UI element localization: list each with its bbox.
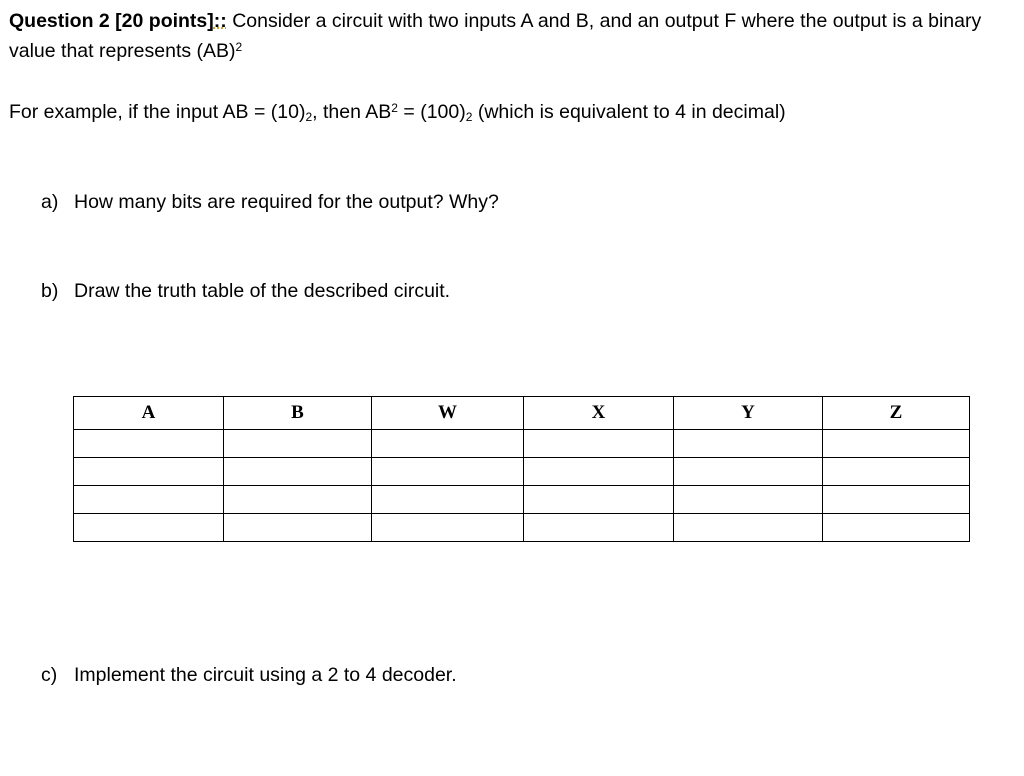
subquestion-text: Draw the truth table of the described circuit. [74, 280, 451, 302]
table-cell[interactable] [74, 486, 224, 514]
example-subscript-1: 2 [305, 110, 313, 124]
subquestion-c [41, 660, 457, 690]
subquestion-text: How many bits are required for the output? Why? [74, 191, 499, 213]
example-text-2: , then AB [312, 101, 392, 123]
table-row [74, 486, 970, 514]
table-cell[interactable] [224, 430, 372, 458]
table-cell[interactable] [674, 514, 823, 542]
table-cell[interactable] [674, 458, 823, 486]
subquestion-b [41, 276, 450, 306]
question-text: Consider a circuit with two inputs A and B, and an output F where the output is a binary value that represents (AB) [9, 10, 982, 62]
subquestion-text: Implement the circuit using a 2 to 4 decoder. [74, 664, 457, 686]
question-heading [9, 6, 1014, 66]
header-cell-w: W [372, 397, 524, 430]
table-row [74, 458, 970, 486]
subquestion-marker: b) [41, 280, 59, 302]
table-cell[interactable] [224, 514, 372, 542]
table-cell[interactable] [823, 458, 970, 486]
table-cell[interactable] [823, 514, 970, 542]
table-cell[interactable] [823, 486, 970, 514]
header-cell-x: X [524, 397, 674, 430]
example-text-4: (which is equivalent to 4 in decimal) [472, 101, 786, 123]
truth-table [73, 396, 970, 542]
table-cell[interactable] [372, 514, 524, 542]
example-superscript: 2 [391, 101, 398, 115]
example-paragraph [9, 97, 786, 127]
table-cell[interactable] [524, 458, 674, 486]
table-row [74, 514, 970, 542]
table-cell[interactable] [674, 486, 823, 514]
header-cell-a: A [74, 397, 224, 430]
question-label: Question 2 [20 points] [9, 10, 214, 32]
example-subscript-2: 2 [465, 110, 473, 124]
header-cell-y: Y [674, 397, 823, 430]
table-cell[interactable] [74, 430, 224, 458]
question-exponent: 2 [235, 40, 243, 54]
table-cell[interactable] [372, 486, 524, 514]
table-cell[interactable] [74, 514, 224, 542]
header-cell-b: B [224, 397, 372, 430]
example-text-3: = (100) [397, 101, 466, 123]
table-header-row [74, 397, 970, 430]
header-cell-z: Z [823, 397, 970, 430]
table-cell[interactable] [524, 486, 674, 514]
question-separator: :: [213, 10, 227, 32]
subquestion-marker: a) [41, 191, 59, 213]
subquestion-a [41, 187, 499, 217]
table-cell[interactable] [524, 430, 674, 458]
table-cell[interactable] [224, 458, 372, 486]
subquestion-marker: c) [41, 664, 58, 686]
table-cell[interactable] [372, 430, 524, 458]
example-text-1: For example, if the input AB = (10) [9, 101, 306, 123]
table-cell[interactable] [823, 430, 970, 458]
table-cell[interactable] [372, 458, 524, 486]
table-cell[interactable] [224, 486, 372, 514]
table-cell[interactable] [524, 514, 674, 542]
table-cell[interactable] [74, 458, 224, 486]
table-cell[interactable] [674, 430, 823, 458]
table-row [74, 430, 970, 458]
